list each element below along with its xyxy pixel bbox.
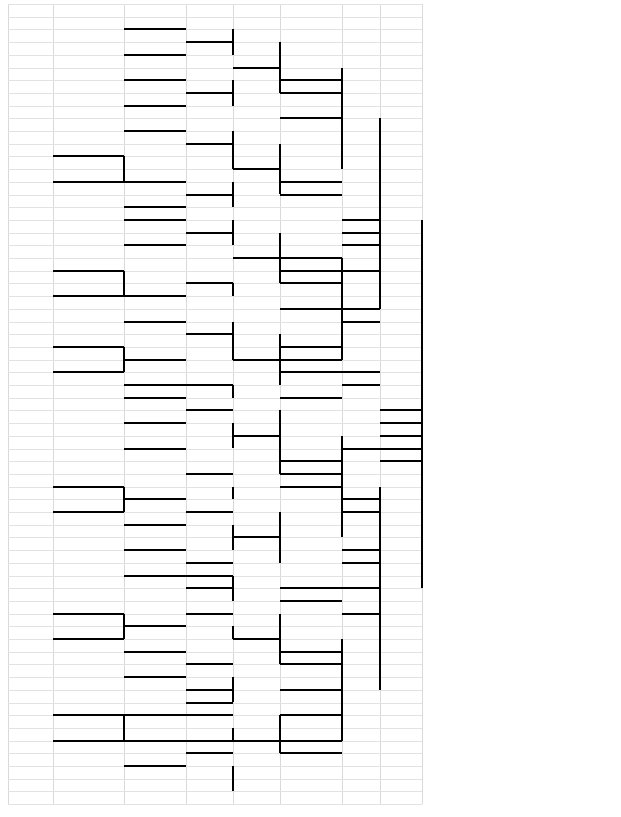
player-seed-number <box>53 436 122 448</box>
match-label <box>233 424 277 436</box>
prelim-player-name <box>53 284 122 296</box>
bracket-connector <box>232 385 234 398</box>
player-seed-number <box>53 93 122 105</box>
match-label-prelim <box>53 716 122 728</box>
bracket-connector <box>123 347 125 372</box>
match-label <box>342 208 377 220</box>
bracket-line <box>280 600 342 602</box>
player-seed-number <box>53 119 122 131</box>
bracket-line <box>186 613 233 615</box>
match-label <box>186 373 230 385</box>
bracket-line <box>342 270 380 272</box>
bracket-line <box>186 663 233 665</box>
bracket-line <box>124 397 186 399</box>
bracket-line <box>186 562 233 564</box>
bracket-line <box>280 92 342 94</box>
match-label <box>233 347 277 359</box>
bracket-line <box>186 752 233 754</box>
bracket-line <box>186 511 233 513</box>
grid-row-line <box>8 525 422 526</box>
match-label <box>233 246 277 258</box>
bracket-line <box>124 295 186 297</box>
bracket-line <box>280 282 342 284</box>
bracket-line <box>124 740 186 742</box>
match-label <box>186 81 230 93</box>
bracket-line <box>280 117 342 119</box>
bracket-line <box>53 638 124 640</box>
match-label <box>186 220 230 232</box>
bracket-connector <box>421 220 423 588</box>
bracket-connector <box>232 766 234 791</box>
bracket-line <box>186 587 233 589</box>
bracket-line <box>380 460 422 462</box>
player-seed-number <box>53 386 122 398</box>
player-seed-number <box>53 17 122 29</box>
bracket-line <box>124 181 186 183</box>
prelim-player-name <box>53 259 122 271</box>
bracket-line <box>124 54 186 56</box>
match-label-prelim <box>53 157 122 169</box>
grid-row-line <box>8 55 422 56</box>
match-label <box>186 601 230 613</box>
bracket-line <box>233 638 280 640</box>
match-label <box>186 398 230 410</box>
bracket-line <box>124 575 186 577</box>
match-label <box>233 627 277 639</box>
bracket-line <box>342 549 380 551</box>
grid-row-line <box>8 4 422 5</box>
player-seed-number <box>53 513 122 525</box>
bracket-line <box>186 714 233 716</box>
match-label <box>186 551 230 563</box>
bracket-line <box>280 181 342 183</box>
bracket-line <box>280 651 342 653</box>
match-label <box>280 297 339 309</box>
bracket-line <box>124 448 186 450</box>
bracket-line <box>53 295 124 297</box>
bracket-connector <box>123 614 125 639</box>
bracket-line <box>280 194 342 196</box>
player-seed-number <box>53 43 122 55</box>
bracket-line <box>186 740 233 742</box>
bracket-line <box>124 359 186 361</box>
match-label <box>186 271 230 283</box>
bracket-line <box>280 346 342 348</box>
player-seed-number <box>53 538 122 550</box>
bracket-line <box>233 168 280 170</box>
grid-row-line <box>8 766 422 767</box>
match-label <box>186 741 230 753</box>
bracket-line <box>124 422 186 424</box>
bracket-line <box>342 613 380 615</box>
bracket-line <box>186 92 233 94</box>
bracket-line <box>280 689 342 691</box>
bracket-line <box>280 397 342 399</box>
bracket-line <box>124 130 186 132</box>
bracket-connector <box>123 487 125 512</box>
match-label-prelim <box>53 271 122 283</box>
grid-row-line <box>8 677 422 678</box>
bracket-connector <box>123 156 125 181</box>
bracket-line <box>186 282 233 284</box>
bracket-connector <box>232 487 234 500</box>
bracket-line <box>233 359 280 361</box>
bracket-line <box>124 765 186 767</box>
bracket-line <box>233 435 280 437</box>
bracket-line <box>186 702 233 704</box>
player-seed-number <box>53 563 122 575</box>
bracket-line <box>124 206 186 208</box>
bracket-connector <box>279 410 281 474</box>
bracket-line <box>342 562 380 564</box>
match-label <box>233 525 277 537</box>
player-seed-number <box>53 754 122 766</box>
bracket-line <box>186 194 233 196</box>
bracket-line <box>186 409 233 411</box>
player-seed-number <box>53 170 122 182</box>
match-label <box>186 322 230 334</box>
bracket-line <box>280 308 342 310</box>
bracket-line <box>124 625 186 627</box>
bracket-line <box>124 219 186 221</box>
bracket-line <box>342 511 380 513</box>
player-seed-number <box>53 309 122 321</box>
match-label <box>186 703 230 715</box>
bracket-line <box>280 486 342 488</box>
bracket-line <box>280 270 342 272</box>
match-label-prelim <box>53 487 122 499</box>
grid-row-line <box>8 360 422 361</box>
match-label <box>280 474 339 486</box>
grid-column-line <box>8 4 9 804</box>
match-label <box>233 728 277 740</box>
grid-row-line <box>8 106 422 107</box>
bracket-line <box>186 384 233 386</box>
player-seed-number <box>53 703 122 715</box>
bracket-line <box>342 498 380 500</box>
bracket-line <box>186 333 233 335</box>
player-seed-number <box>53 68 122 80</box>
bracket-line <box>380 409 422 411</box>
bracket-line <box>342 232 380 234</box>
match-label <box>186 132 230 144</box>
bracket-line <box>280 473 342 475</box>
bracket-connector <box>379 118 381 309</box>
bracket-line <box>280 79 342 81</box>
bracket-line <box>124 714 186 716</box>
grid-column-line <box>124 4 125 804</box>
bracket-line <box>280 663 342 665</box>
match-label <box>380 398 419 410</box>
bracket-line <box>53 181 124 183</box>
match-label <box>280 678 339 690</box>
player-seed-number <box>53 373 122 385</box>
bracket-line <box>342 308 380 310</box>
match-label <box>233 157 277 169</box>
bracket-line <box>124 384 186 386</box>
player-seed-number <box>53 233 122 245</box>
match-label <box>186 30 230 42</box>
bracket-line <box>124 549 186 551</box>
bracket-connector <box>123 715 125 740</box>
bracket-line <box>186 689 233 691</box>
bracket-line <box>186 473 233 475</box>
bracket-line <box>124 524 186 526</box>
bracket-line <box>124 79 186 81</box>
bracket-line <box>186 143 233 145</box>
bracket-line <box>233 257 280 259</box>
bracket-line <box>124 105 186 107</box>
bracket-line <box>233 740 280 742</box>
grid-row-line <box>8 626 422 627</box>
bracket-line <box>342 384 380 386</box>
bracket-line <box>186 232 233 234</box>
bracket-line <box>280 587 342 589</box>
bracket-line <box>342 321 380 323</box>
bracket-line <box>280 460 342 462</box>
bracket-line <box>124 244 186 246</box>
player-seed-number <box>53 208 122 220</box>
match-label <box>186 652 230 664</box>
bracket-line <box>53 740 124 742</box>
grid-row-line <box>8 804 422 805</box>
bracket-line <box>233 536 280 538</box>
player-seed-number <box>53 195 122 207</box>
player-seed-number <box>53 728 122 740</box>
bracket-connector <box>279 715 281 753</box>
match-label-prelim <box>53 347 122 359</box>
bracket-line <box>280 752 342 754</box>
match-label <box>186 500 230 512</box>
bracket-line <box>280 257 342 259</box>
bracket-line <box>342 448 380 450</box>
bracket-connector <box>123 271 125 296</box>
bracket-line <box>342 244 380 246</box>
bracket-line <box>124 321 186 323</box>
bracket-line <box>280 714 342 716</box>
bracket-line <box>342 587 380 589</box>
match-label <box>186 182 230 194</box>
bracket-line <box>233 67 280 69</box>
bracket-line <box>280 371 342 373</box>
bracket-line <box>380 448 422 450</box>
player-seed-number <box>53 411 122 423</box>
grid-row-line <box>8 423 422 424</box>
match-label <box>280 106 339 118</box>
grid-row-line <box>8 779 422 780</box>
player-seed-number <box>53 640 122 652</box>
bracket-line <box>186 575 233 577</box>
bracket-line <box>342 219 380 221</box>
bracket-line <box>280 359 342 361</box>
bracket-line <box>342 371 380 373</box>
bracket-line <box>53 511 124 513</box>
match-label <box>186 462 230 474</box>
player-seed-number <box>53 665 122 677</box>
grid-row-line <box>8 791 422 792</box>
bracket-line <box>53 371 124 373</box>
match-label-prelim <box>53 614 122 626</box>
match-label <box>342 576 377 588</box>
bracket-connector <box>232 283 234 296</box>
match-label <box>233 55 277 67</box>
bracket-line <box>124 651 186 653</box>
bracket-line <box>380 435 422 437</box>
bracket-line <box>124 498 186 500</box>
bracket-line <box>186 41 233 43</box>
bracket-line <box>280 740 342 742</box>
bracket-line <box>380 422 422 424</box>
bracket-line <box>124 676 186 678</box>
bracket-line <box>124 28 186 30</box>
